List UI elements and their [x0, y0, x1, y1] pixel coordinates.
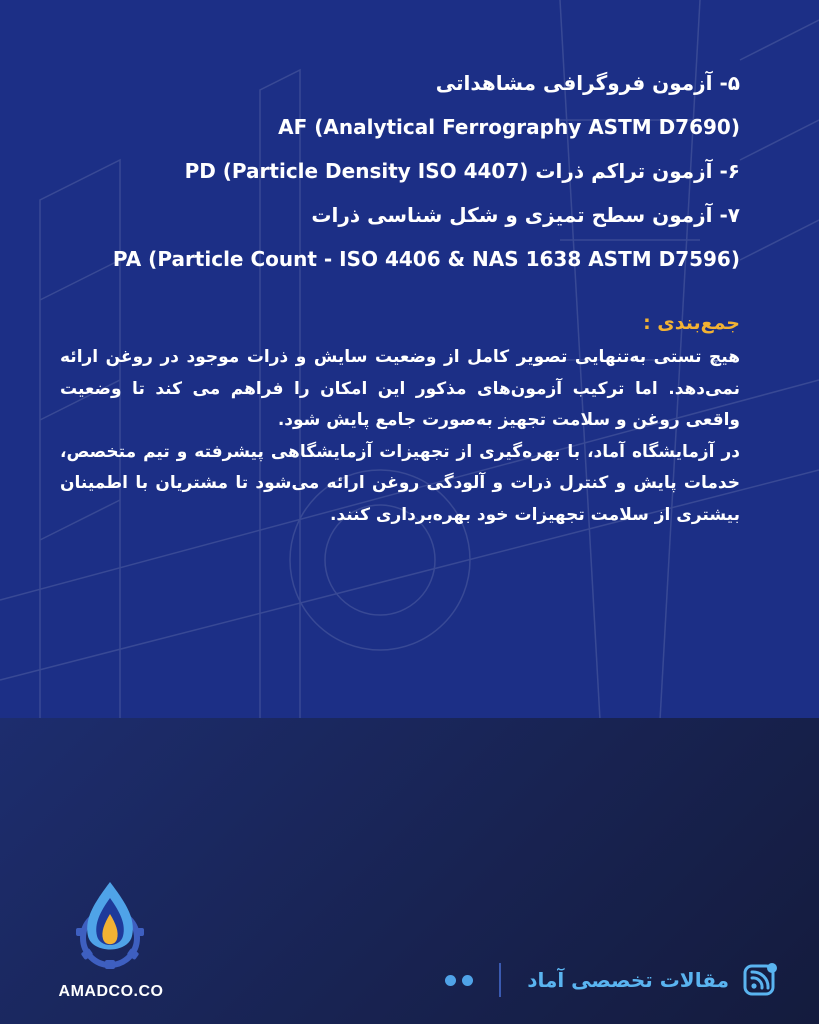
- list-item-7-standard: PA (Particle Count - ISO 4406 & NAS 1638 ASTM D7596): [112, 247, 740, 271]
- list-item-5-standard: AF (Analytical Ferrography ASTM D7690): [278, 115, 740, 139]
- dot: [462, 975, 473, 986]
- dot: [445, 975, 456, 986]
- rss-icon: [743, 962, 779, 998]
- summary-title: جمع‌بندی :: [643, 312, 740, 334]
- pagination-dots: [445, 975, 473, 986]
- list-item-7: ۷- آزمون سطح تمیزی و شکل شناسی ذرات: [311, 203, 740, 227]
- section-title: مقالات تخصصی آماد: [527, 968, 729, 992]
- flame-gear-logo-icon: [70, 878, 150, 970]
- divider: [499, 963, 501, 997]
- summary-paragraph-1: هیچ تستی به‌تنهایی تصویر کامل از وضعیت سایش و ذرات موجود در روغن ارائه نمی‌دهد. اما ترکیب آزمون‌های مذکور این امکان را فراهم می کند تا وضعیت واقعی روغن و سلامت تجهیز به‌صورت جامع پایش شود.: [60, 347, 740, 430]
- list-item-6: ۶- آزمون تراکم ذرات (PD (Particle Density ISO 4407: [184, 159, 740, 183]
- summary-paragraph-2: در آزمایشگاه آماد، با بهره‌گیری از تجهیزات آزمایشگاهی پیشرفته و تیم متخصص، خدمات پایش و کنترل ذرات و آلودگی روغن ارائه می‌شود تا مشتریان با اطمینان بیشتری از سلامت تجهیزات خود بهره‌برداری کنند.: [60, 441, 740, 525]
- brand-url[interactable]: AMADCO.CO: [58, 983, 164, 1000]
- footer-section: [445, 960, 779, 1000]
- list-item-5: ۵- آزمون فروگرافی مشاهداتی: [435, 71, 740, 95]
- article-content: [60, 68, 740, 531]
